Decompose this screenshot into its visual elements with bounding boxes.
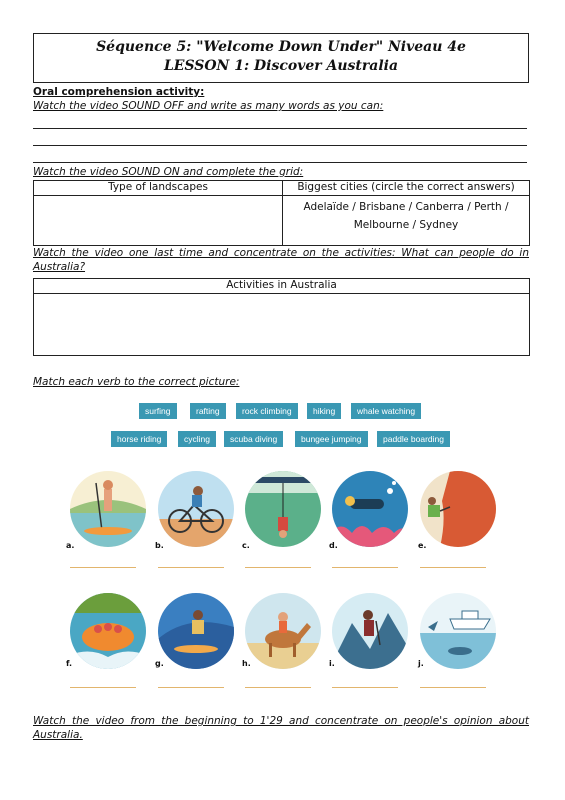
chip-hiking[interactable]: hiking	[307, 403, 341, 419]
letter-h: h.	[242, 659, 251, 668]
bungee-jumping-illustration	[245, 471, 321, 547]
matching-panel	[66, 397, 458, 698]
rock-climbing-illustration	[420, 471, 496, 547]
picture-surfing[interactable]	[158, 593, 234, 669]
answer-line-f[interactable]	[70, 687, 136, 688]
answer-line-e[interactable]	[420, 567, 486, 568]
rafting-illustration	[70, 593, 146, 669]
letter-d: d.	[329, 541, 338, 550]
title-lesson: LESSON 1: Discover Australia	[163, 58, 399, 74]
surfing-illustration	[158, 593, 234, 669]
chip-surfing[interactable]: surfing	[139, 403, 177, 419]
picture-horse-riding[interactable]	[245, 593, 321, 669]
title-sequence: Séquence 5: "Welcome Down Under" Niveau 4e	[96, 39, 466, 55]
answer-line-h[interactable]	[245, 687, 311, 688]
landscape-city-grid	[33, 180, 530, 246]
instruction-opinion: Watch the video from the beginning to 1'29 and concentrate on people's opinion about Australia.	[33, 715, 529, 741]
instruction-sound-on: Watch the video SOUND ON and complete the grid:	[33, 166, 304, 178]
chip-whale-watching[interactable]: whale watching	[351, 403, 421, 419]
grid-header-landscapes: Type of landscapes	[34, 181, 283, 196]
chip-bungee-jumping[interactable]: bungee jumping	[295, 431, 368, 447]
picture-hiking[interactable]	[332, 593, 408, 669]
picture-whale-watching[interactable]	[420, 593, 496, 669]
whale-watching-illustration	[420, 593, 496, 669]
landscapes-answer-cell[interactable]	[34, 196, 283, 246]
answer-line-a[interactable]	[70, 567, 136, 568]
picture-scuba-diving[interactable]	[332, 471, 408, 547]
letter-b: b.	[155, 541, 164, 550]
activities-answer-cell[interactable]	[34, 294, 530, 356]
letter-g: g.	[155, 659, 164, 668]
answer-line-b[interactable]	[158, 567, 224, 568]
grid-header-cities: Biggest cities (circle the correct answers)	[283, 181, 530, 196]
chip-rafting[interactable]: rafting	[190, 403, 226, 419]
paddle-boarding-illustration	[70, 471, 146, 547]
picture-cycling[interactable]	[158, 471, 234, 547]
instruction-sound-off: Watch the video SOUND OFF and write as many words as you can:	[33, 100, 384, 112]
picture-rafting[interactable]	[70, 593, 146, 669]
horse-riding-illustration	[245, 593, 321, 669]
activities-grid	[33, 278, 530, 356]
picture-paddle-boarding[interactable]	[70, 471, 146, 547]
cities-cell[interactable]: Adelaïde / Brisbane / Canberra / Perth / Melbourne / Sydney	[283, 196, 530, 246]
cycling-illustration	[158, 471, 234, 547]
answer-line-i[interactable]	[332, 687, 398, 688]
letter-e: e.	[418, 541, 427, 550]
title-box	[33, 33, 529, 83]
letter-i: i.	[329, 659, 335, 668]
chip-horse-riding[interactable]: horse riding	[111, 431, 167, 447]
activities-header: Activities in Australia	[34, 279, 530, 294]
write-line-3[interactable]	[33, 162, 527, 163]
letter-c: c.	[242, 541, 250, 550]
chip-paddle-boarding[interactable]: paddle boarding	[377, 431, 450, 447]
chip-cycling[interactable]: cycling	[178, 431, 216, 447]
write-line-1[interactable]	[33, 128, 527, 129]
letter-j: j.	[418, 659, 424, 668]
instruction-match: Match each verb to the correct picture:	[33, 376, 240, 388]
write-line-2[interactable]	[33, 145, 527, 146]
answer-line-j[interactable]	[420, 687, 486, 688]
hiking-illustration	[332, 593, 408, 669]
answer-line-d[interactable]	[332, 567, 398, 568]
chip-scuba-diving[interactable]: scuba diving	[224, 431, 283, 447]
picture-bungee-jumping[interactable]	[245, 471, 321, 547]
chip-rock-climbing[interactable]: rock climbing	[236, 403, 298, 419]
answer-line-c[interactable]	[245, 567, 311, 568]
picture-rock-climbing[interactable]	[420, 471, 496, 547]
oral-heading: Oral comprehension activity:	[33, 86, 205, 98]
letter-a: a.	[66, 541, 75, 550]
answer-line-g[interactable]	[158, 687, 224, 688]
scuba-diving-illustration	[332, 471, 408, 547]
letter-f: f.	[66, 659, 73, 668]
instruction-activities: Watch the video one last time and concentrate on the activities: What can people do in Australia?	[33, 247, 529, 273]
